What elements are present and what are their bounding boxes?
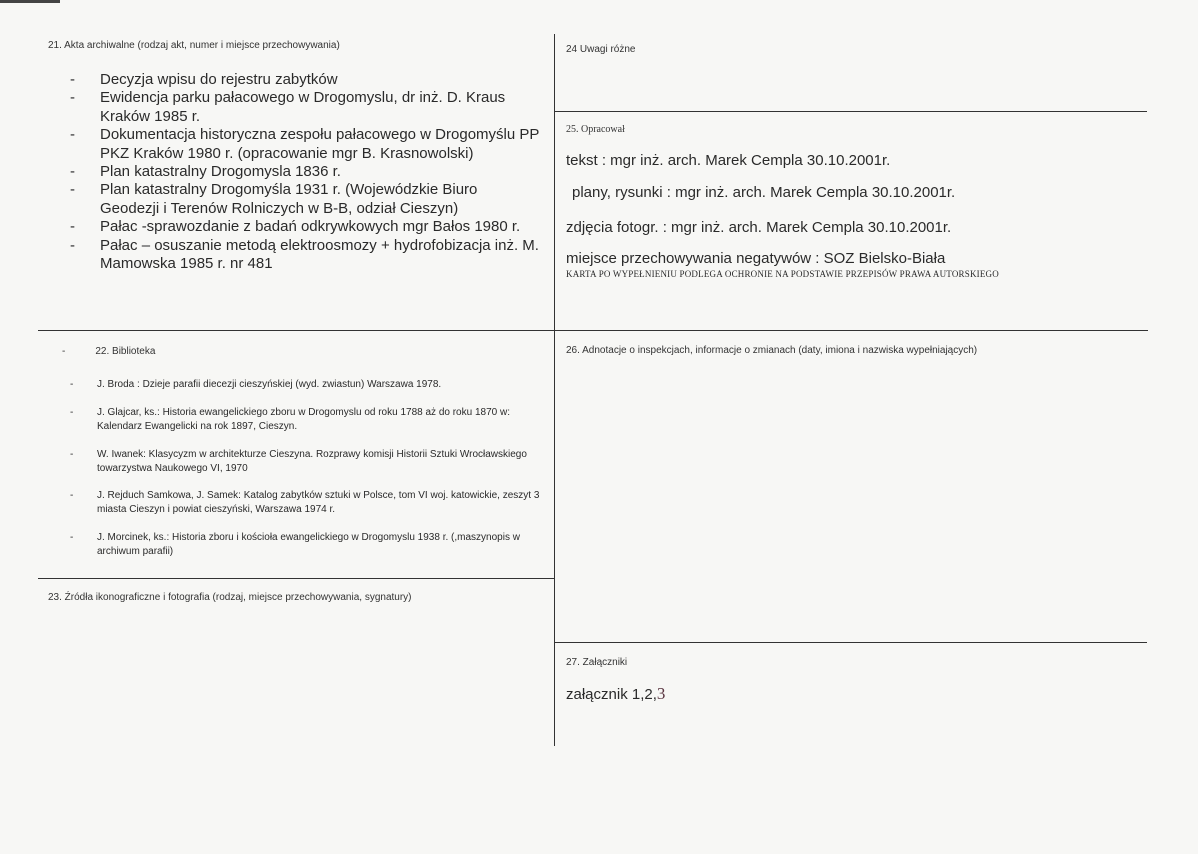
section-22-title: - 22. Biblioteka	[62, 346, 156, 357]
list-item: - J. Glajcar, ks.: Historia ewangelickiego zboru w Drogomyslu od roku 1788 aż do roku 1870 w: Kalendarz Ewangelicki na rok 1897, Cieszyn.	[70, 407, 510, 432]
section-21-archival-records	[48, 40, 548, 273]
section-25-prepared-by	[566, 124, 1146, 324]
copyright-notice: KARTA PO WYPEŁNIENIU PODLEGA OCHRONIE NA PODSTAWIE PRZEPISÓW PRAWA AUTORSKIEGO	[566, 269, 999, 279]
list-item: - Plan katastralny Drogomysla 1836 r.	[70, 163, 341, 181]
column-divider	[554, 34, 555, 746]
section-23-iconographic-sources	[48, 592, 548, 603]
list-item: - Dokumentacja historyczna zespołu pałacowego w Drogomyślu PP PKZ Kraków 1980 r. (opracowanie mgr B. Krasnowolski)	[70, 126, 540, 162]
section-26-title: 26. Adnotacje o inspekcjach, informacje o zmianach (daty, imiona i nazwiska wypełniających)	[566, 345, 978, 356]
list-item: - J. Rejduch Samkowa, J. Samek: Katalog zabytków sztuki w Polsce, tom VI woj. katowickie, zeszyt 3 miasta Cieszyn i powiat cieszyński, Warszawa 1974 r.	[70, 490, 540, 515]
photos-author-line: zdjęcia fotogr. : mgr inż. arch. Marek Cempla 30.10.2001r.	[566, 219, 952, 236]
section-24-remarks	[566, 44, 1136, 55]
list-item: - Decyzja wpisu do rejestru zabytków	[70, 71, 338, 88]
scan-edge-mark	[0, 0, 60, 3]
list-item: - J. Morcinek, ks.: Historia zboru i kościoła ewangelickiego w Drogomyslu 1938 r. (,maszynopis w archiwum parafii)	[70, 532, 520, 557]
list-item: - Pałac -sprawozdanie z badań odkrywkowych mgr Bałos 1980 r.	[70, 218, 521, 236]
library-list	[70, 378, 552, 559]
drawings-author-line: plany, rysunki : mgr inż. arch. Marek Cempla 30.10.2001r.	[572, 184, 956, 201]
section-27-attachments	[566, 657, 1136, 704]
list-item: - W. Iwanek: Klasycyzm w architekturze Cieszyna. Rozprawy komisji Historii Sztuki Wrocławskiego towarzystwa Naukowego VI, 1970	[70, 449, 527, 474]
list-item: - Pałac – osuszanie metodą elektroosmozy + hydrofobizacja inż. M. Mamowska 1985 r. nr 481	[70, 236, 539, 273]
text-author-line: tekst : mgr inż. arch. Marek Cempla 30.10.2001r.	[566, 152, 891, 169]
section-26-inspection-notes	[566, 345, 1136, 356]
handwritten-number: 3	[656, 684, 666, 703]
section-27-title: 27. Załączniki	[566, 657, 628, 668]
section-23-title: 23. Źródła ikonograficzne i fotografia (rodzaj, miejsce przechowywania, sygnatury)	[48, 592, 412, 603]
divider-22-23	[38, 578, 555, 579]
list-item: - J. Broda : Dzieje parafii diecezji cieszyńskiej (wyd. zwiastun) Warszawa 1978.	[70, 379, 442, 390]
section-21-title: 21. Akta archiwalne (rodzaj akt, numer i miejsce przechowywania)	[48, 40, 340, 51]
attachments-value: załącznik 1,2,3	[566, 684, 666, 703]
divider-26-27	[555, 642, 1147, 643]
divider-21-22	[38, 330, 1148, 331]
list-item: - Plan katastralny Drogomyśla 1931 r. (Wojewódzkie Biuro Geodezji i Terenów Rolniczych w B-B, odział Cieszyn)	[70, 181, 478, 217]
archival-records-list	[70, 71, 540, 273]
section-24-title: 24 Uwagi różne	[566, 44, 636, 55]
negatives-storage-line: miejsce przechowywania negatywów : SOZ Bielsko-Biała	[566, 250, 946, 267]
divider-24-25	[555, 111, 1147, 112]
section-25-title: 25. Opracował	[566, 124, 625, 135]
list-item: - Ewidencja parku pałacowego w Drogomyslu, dr inż. D. Kraus Kraków 1985 r.	[70, 89, 506, 125]
section-22-library	[62, 346, 552, 559]
